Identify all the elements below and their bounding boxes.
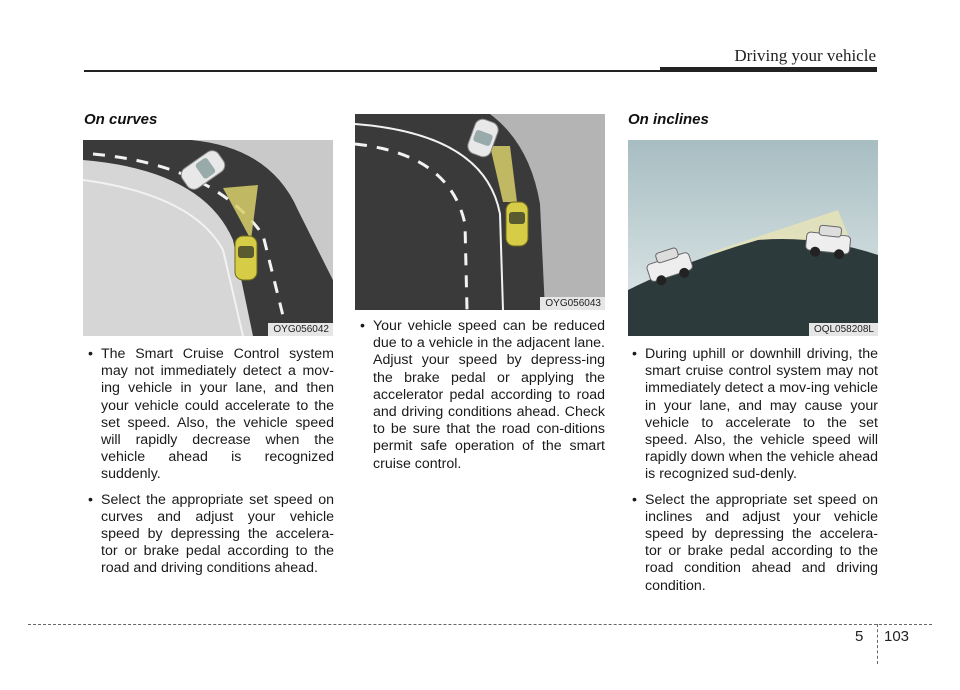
column-3-text bbox=[628, 346, 878, 603]
footer-rule bbox=[28, 624, 932, 625]
header-rule-accent bbox=[660, 67, 877, 72]
curve-illustration-1 bbox=[83, 140, 333, 336]
figure-incline bbox=[628, 140, 878, 336]
bullet-inclines-1: • During uphill or downhill driving, the smart cruise control system may not immediately detect a mov-ing vehicle in your lane, and may cause your vehicle to accelerate to the set speed. Also, the vehicle speed will rapidly down when the vehicle ahead is recognized sud-denly. bbox=[628, 346, 878, 484]
column-2-text bbox=[356, 318, 605, 481]
chapter-number: 5 bbox=[855, 628, 864, 645]
figure-code-1: OYG056042 bbox=[268, 323, 333, 336]
page-number: 103 bbox=[884, 628, 910, 645]
figure-code-2: OYG056043 bbox=[540, 297, 605, 310]
footer-divider bbox=[877, 624, 878, 664]
bullet-curves-2: • Select the appropriate set speed on curves and adjust your vehicle speed by depressing the accelera-tor or brake pedal according to the road and driving conditions ahead. bbox=[84, 492, 334, 578]
header-rule bbox=[84, 70, 660, 72]
own-car bbox=[235, 236, 257, 280]
column-1-text bbox=[84, 346, 334, 586]
figure-curve-2 bbox=[355, 114, 605, 310]
curve-illustration-2 bbox=[355, 114, 605, 310]
heading-on-curves: On curves bbox=[84, 111, 158, 128]
heading-on-inclines: On inclines bbox=[628, 111, 709, 128]
incline-illustration bbox=[628, 140, 878, 336]
bullet-curves-1: • The Smart Cruise Control system may not immediately detect a mov-ing vehicle in your lane, and then your vehicle could accelerate to the set speed. Also, the vehicle speed will rapidly decrease when the vehicle ahead is recognized suddenly. bbox=[84, 346, 334, 484]
running-header: Driving your vehicle bbox=[734, 46, 876, 65]
figure-curve-1 bbox=[83, 140, 333, 336]
own-car-2 bbox=[506, 202, 528, 246]
bullet-inclines-2: • Select the appropriate set speed on inclines and adjust your vehicle speed by depressing the accelera-tor or brake pedal according to the road condition ahead and driving condition. bbox=[628, 492, 878, 595]
figure-code-3: OQL058208L bbox=[809, 323, 878, 336]
bullet-adjacent-lane: • Your vehicle speed can be reduced due to a vehicle in the adjacent lane. Adjust your speed by depress-ing the brake pedal or applying the accelerator pedal according to road and driving conditions ahead. Check to be sure that the road con-ditions permit safe operation of the smart cruise control. bbox=[356, 318, 605, 473]
